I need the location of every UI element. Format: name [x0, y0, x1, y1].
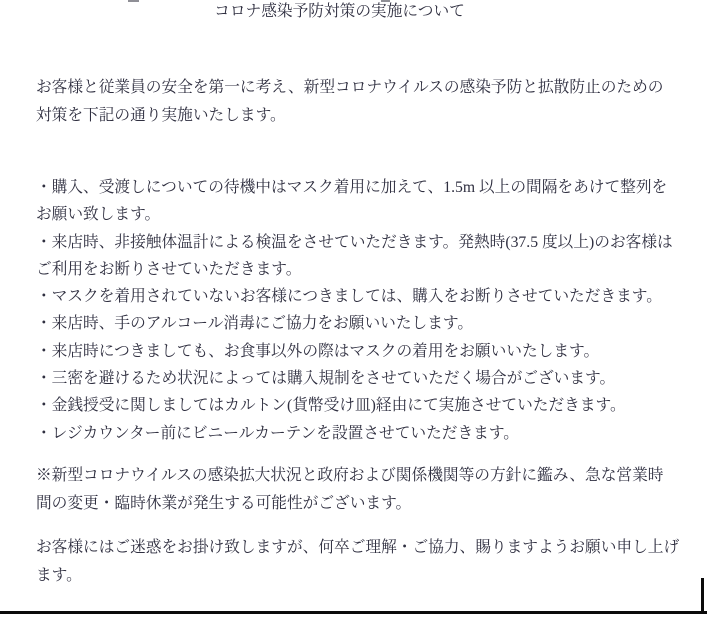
list-item — [36, 310, 675, 337]
closing-line: お客様にはご迷惑をお掛け致しますが、何卒ご理解・ご協力、賜りますようお願い申し上げ — [36, 539, 680, 556]
notice-line: 間の変更・臨時休業が発生する可能性がございます。 — [36, 495, 412, 512]
intro-line: お客様と従業員の安全を第一に考え、新型コロナウイルスの感染予防と拡散防止のための — [36, 79, 664, 96]
list-item — [36, 338, 675, 365]
notice-line: ※新型コロナウイルスの感染拡大状況と政府および関係機関等の方針に鑑み、急な営業時 — [36, 467, 664, 484]
notice-paragraph — [36, 462, 675, 518]
intro-paragraph — [36, 74, 675, 130]
list-item — [36, 392, 675, 419]
intro-line: 対策を下記の通り実施いたします。 — [36, 107, 286, 124]
list-item — [36, 229, 675, 284]
bullet-line: ・金銭授受に関しましてはカルトン(貨幣受け皿)経由にて実施させていただきます。 — [36, 397, 626, 415]
measures-bullet-list — [36, 174, 675, 447]
list-item — [36, 365, 675, 392]
list-item — [36, 420, 675, 447]
closing-paragraph — [36, 534, 680, 590]
bullet-line: ・購入、受渡しについての待機中はマスク着用に加えて、1.5m 以上の間隔をあけて整列を — [36, 179, 668, 196]
bullet-line: ・三密を避けるため状況によっては購入規制をさせていただく場合がございます。 — [36, 370, 616, 388]
closing-line: ます。 — [36, 567, 82, 584]
table-bottom-border — [0, 611, 707, 614]
bullet-line: ・レジカウンター前にビニールカーテンを設置させていただきます。 — [36, 424, 519, 442]
bullet-line: ご利用をお断りさせていただきます。 — [36, 260, 302, 278]
bullet-line: お願い致します。 — [36, 206, 161, 224]
bullet-line: ・マスクを着用されていないお客様につきましては、購入をお断りさせていただきます。 — [36, 288, 662, 306]
bullet-line: ・来店時、手のアルコール消毒にご協力をお願いいたします。 — [36, 315, 474, 333]
document-title: コロナ感染予防対策の実施について — [214, 3, 465, 20]
list-item — [36, 283, 675, 310]
table-right-border — [701, 578, 704, 614]
list-item — [36, 174, 675, 229]
bullet-line: ・来店時につきましても、お食事以外の際はマスクの着用をお願いいたします。 — [36, 342, 600, 360]
bullet-line: ・来店時、非接触体温計による検温をさせていただきます。発熱時(37.5 度以上)のお客様は — [36, 233, 673, 251]
